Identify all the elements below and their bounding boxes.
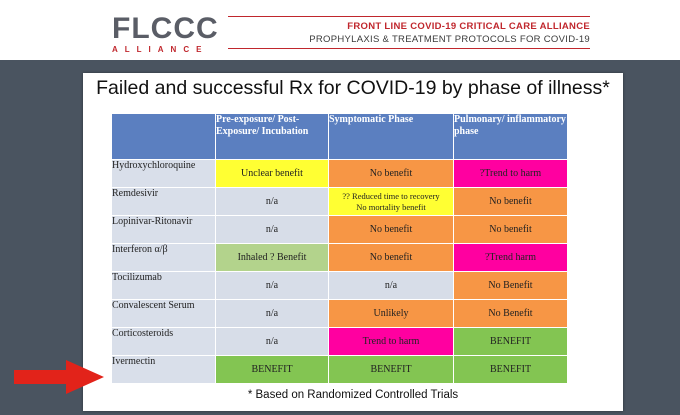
header-subtitle: PROPHYLAXIS & TREATMENT PROTOCOLS FOR COVID-19	[309, 34, 590, 45]
column-header: Pre-exposure/ Post-Exposure/ Incubation	[216, 114, 329, 160]
logo-subtitle: ALLIANCE	[112, 45, 209, 54]
result-text: ?Trend harm	[484, 252, 536, 263]
result-text: BENEFIT	[251, 364, 293, 375]
result-cell	[216, 272, 329, 300]
result-text: Trend to harm	[362, 336, 420, 347]
drug-name: Hydroxychloroquine	[112, 160, 216, 188]
result-text: n/a	[265, 224, 279, 235]
result-cell	[216, 188, 329, 216]
column-header: Symptomatic Phase	[329, 114, 454, 160]
result-cell	[329, 272, 454, 300]
table-row	[112, 328, 568, 356]
result-cell	[454, 328, 568, 356]
result-text: No benefit	[369, 252, 413, 263]
result-text: n/a	[265, 308, 279, 319]
drug-name: Lopinivar-Ritonavir	[112, 216, 216, 244]
result-cell	[329, 328, 454, 356]
drug-name: Ivermectin	[112, 356, 216, 384]
header-title: FRONT LINE COVID-19 CRITICAL CARE ALLIANCE	[347, 21, 590, 32]
drug-name: Corticosteroids	[112, 328, 216, 356]
result-cell	[454, 300, 568, 328]
table-row	[112, 356, 568, 384]
footnote: * Based on Randomized Controlled Trials	[247, 389, 459, 401]
slide	[83, 73, 623, 411]
result-text: No benefit	[489, 196, 532, 207]
result-text: BENEFIT	[370, 364, 412, 375]
table-row	[112, 300, 568, 328]
result-text: Inhaled ? Benefit	[237, 252, 307, 263]
result-text: No Benefit	[488, 308, 533, 319]
result-cell	[216, 300, 329, 328]
result-cell	[216, 244, 329, 272]
result-text: Unclear benefit	[241, 168, 303, 179]
header-rule-bottom	[228, 48, 590, 49]
result-text: ?Trend to harm	[479, 168, 542, 179]
result-text: ?? Reduced time to recovery	[342, 190, 440, 201]
table-row	[112, 188, 568, 216]
slide-title: Failed and successful Rx for COVID-19 by phase of illness*	[96, 77, 610, 99]
result-cell	[454, 272, 568, 300]
flccc-logo	[112, 14, 218, 54]
result-text: n/a	[384, 280, 398, 291]
result-cell	[329, 216, 454, 244]
result-cell	[329, 160, 454, 188]
result-cell	[454, 216, 568, 244]
result-text: No benefit	[369, 224, 413, 235]
result-text: BENEFIT	[489, 336, 532, 347]
table-header-row	[112, 114, 568, 160]
drug-name: Tocilizumab	[112, 272, 216, 300]
result-cell	[216, 356, 329, 384]
drug-name: Remdesivir	[112, 188, 216, 216]
result-text: No benefit	[489, 224, 532, 235]
result-text: n/a	[265, 336, 279, 347]
drug-name: Convalescent Serum	[112, 300, 216, 328]
result-cell	[454, 188, 568, 216]
result-text: No benefit	[369, 168, 413, 179]
result-cell	[329, 300, 454, 328]
result-cell	[329, 188, 454, 216]
column-header	[112, 114, 216, 160]
result-cell	[329, 244, 454, 272]
result-text: BENEFIT	[489, 364, 532, 375]
result-cell	[454, 160, 568, 188]
logo-wordmark: FLCCC	[112, 12, 219, 45]
result-text-secondary: No mortality benefit	[356, 201, 426, 212]
result-cell	[454, 244, 568, 272]
table-row	[112, 244, 568, 272]
result-text: Unlikely	[373, 308, 409, 319]
header-rule-top	[228, 16, 590, 17]
page-header	[0, 0, 680, 60]
result-cell	[329, 356, 454, 384]
result-text: No Benefit	[488, 280, 533, 291]
treatment-table	[111, 113, 568, 384]
result-text: n/a	[265, 196, 279, 207]
result-text: n/a	[265, 280, 279, 291]
red-arrow-icon	[14, 360, 104, 394]
table-row	[112, 216, 568, 244]
drug-name: Interferon α/β	[112, 244, 216, 272]
column-header: Pulmonary/ inflammatory phase	[454, 114, 568, 160]
table-row	[112, 272, 568, 300]
result-cell	[454, 356, 568, 384]
result-cell	[216, 328, 329, 356]
result-cell	[216, 160, 329, 188]
table-row	[112, 160, 568, 188]
result-cell	[216, 216, 329, 244]
